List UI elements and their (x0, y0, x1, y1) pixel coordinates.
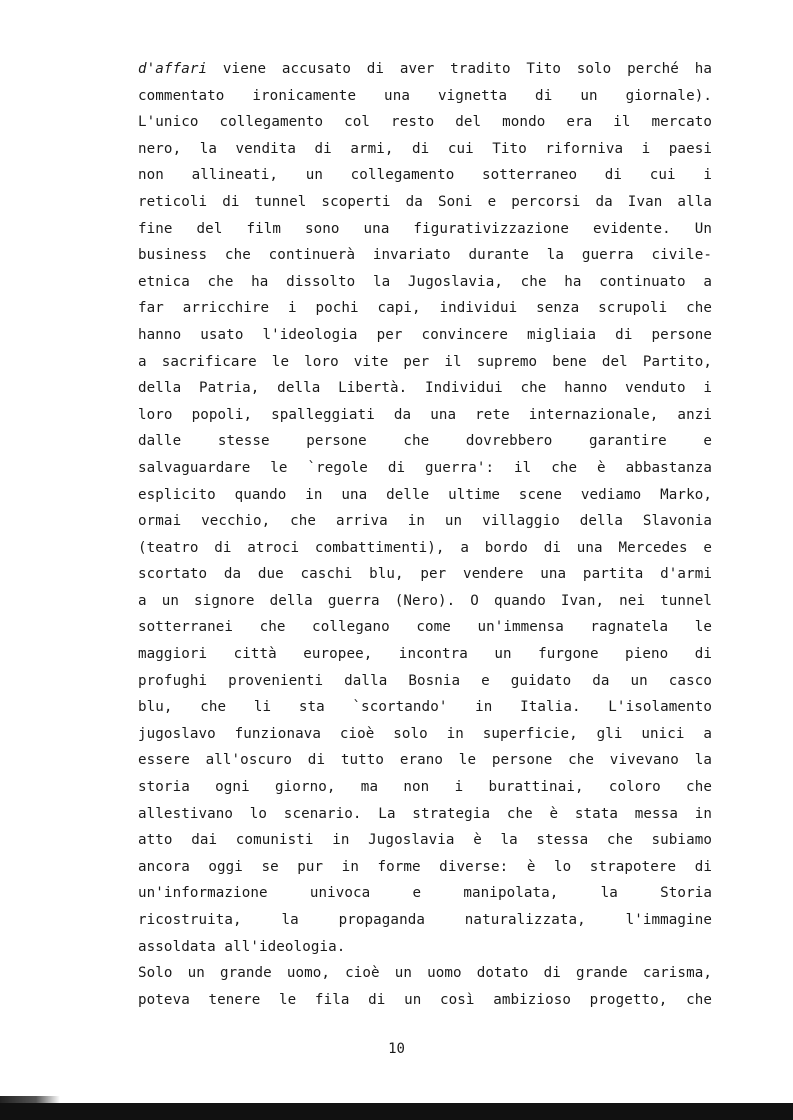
text-line (138, 455, 712, 482)
line-text: a sacrificare le loro vite per il supremo bene del Partito, (138, 353, 712, 370)
scan-border-bar (0, 1103, 793, 1120)
line-text: profughi provenienti dalla Bosnia e guidato da un casco (138, 672, 712, 689)
line-text: fine del film sono una figurativizzazione evidente. Un (138, 220, 712, 237)
text-line (138, 162, 712, 189)
line-text: blu, che li sta `scortando' in Italia. L'isolamento (138, 699, 712, 716)
text-line (138, 322, 712, 349)
line-text: salvaguardare le `regole di guerra': il che è abbastanza (138, 459, 712, 476)
text-line (138, 508, 712, 535)
line-text: poteva tenere le fila di un così ambizioso progetto, che (138, 991, 712, 1008)
text-line (138, 747, 712, 774)
line-text: a un signore della guerra (Nero). O quando Ivan, nei tunnel (138, 592, 712, 609)
line-text: commentato ironicamente una vignetta di un giornale). (138, 87, 712, 104)
text-line (138, 189, 712, 216)
text-line (138, 349, 712, 376)
text-line (138, 614, 712, 641)
text-line (138, 109, 712, 136)
line-text: allestivano lo scenario. La strategia che è stata messa in (138, 805, 712, 822)
text-line (138, 907, 712, 934)
text-line (138, 375, 712, 402)
text-line (138, 588, 712, 615)
page-number: 10 (388, 1041, 405, 1057)
line-text: ancora oggi se pur in forme diverse: è lo strapotere di (138, 858, 712, 875)
line-text: (teatro di atroci combattimenti), a bordo di una Mercedes e (138, 539, 712, 556)
text-line (138, 668, 712, 695)
text-line (138, 83, 712, 110)
line-text: scortato da due caschi blu, per vendere una partita d'armi (138, 566, 712, 583)
text-line (138, 960, 712, 987)
line-text: etnica che ha dissolto la Jugoslavia, che ha continuato a (138, 273, 712, 290)
line-text: assoldata all'ideologia. (138, 938, 346, 955)
line-text: della Patria, della Libertà. Individui che hanno venduto i (138, 380, 712, 397)
text-line (138, 880, 712, 907)
line-text: far arricchire i pochi capi, individui senza scrupoli che (138, 300, 712, 317)
body-text (138, 56, 712, 1013)
text-line (138, 827, 712, 854)
text-line (138, 402, 712, 429)
italic-term: d'affari (138, 61, 208, 77)
text-line (138, 774, 712, 801)
line-text: dalle stesse persone che dovrebbero garantire e (138, 433, 712, 450)
text-line (138, 721, 712, 748)
text-line (138, 854, 712, 881)
line-text: L'unico collegamento col resto del mondo era il mercato (138, 114, 712, 131)
text-line (138, 482, 712, 509)
line-text: reticoli di tunnel scoperti da Soni e percorsi da Ivan alla (138, 193, 712, 210)
line-text: non allineati, un collegamento sotterraneo di cui i (138, 167, 712, 184)
line-text: Solo un grande uomo, cioè un uomo dotato di grande carisma, (138, 965, 712, 982)
line-text: hanno usato l'ideologia per convincere migliaia di persone (138, 326, 712, 343)
text-line (138, 269, 712, 296)
text-line (138, 641, 712, 668)
text-line (138, 535, 712, 562)
line-text: jugoslavo funzionava cioè solo in superficie, gli unici a (138, 725, 712, 742)
line-text: un'informazione univoca e manipolata, la Storia (138, 885, 712, 902)
line-text: viene accusato di aver tradito Tito solo perché ha (207, 61, 712, 77)
line-text: storia ogni giorno, ma non i burattinai, coloro che (138, 779, 712, 796)
text-line (138, 428, 712, 455)
text-line (138, 987, 712, 1014)
text-line (138, 242, 712, 269)
line-text: ormai vecchio, che arriva in un villaggio della Slavonia (138, 513, 712, 530)
line-text: esplicito quando in una delle ultime scene vediamo Marko, (138, 486, 712, 503)
text-line (138, 801, 712, 828)
text-line (138, 216, 712, 243)
line-text: business che continuerà invariato durante la guerra civile- (138, 247, 712, 264)
line-text: atto dai comunisti in Jugoslavia è la stessa che subiamo (138, 832, 712, 849)
line-text: loro popoli, spalleggiati da una rete internazionale, anzi (138, 406, 712, 423)
line-text: nero, la vendita di armi, di cui Tito riforniva i paesi (138, 140, 712, 157)
text-line (138, 295, 712, 322)
text-line (138, 934, 712, 961)
text-line (138, 561, 712, 588)
line-text: sotterranei che collegano come un'immensa ragnatela le (138, 619, 712, 636)
text-line (138, 136, 712, 163)
line-text: maggiori città europee, incontra un furgone pieno di (138, 646, 712, 663)
text-line (138, 56, 712, 83)
text-line (138, 694, 712, 721)
line-text: essere all'oscuro di tutto erano le persone che vivevano la (138, 752, 712, 769)
line-text: ricostruita, la propaganda naturalizzata, l'immagine (138, 912, 712, 928)
